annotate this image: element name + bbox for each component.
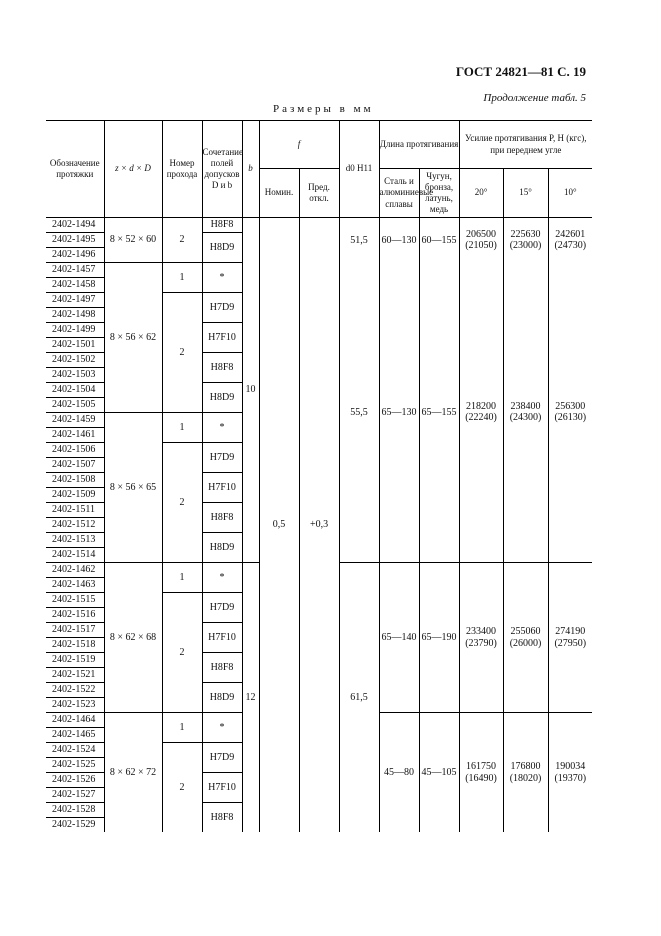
table-row-code: 2402-1514 bbox=[52, 549, 96, 561]
table-row-code: 2402-1519 bbox=[46, 653, 104, 668]
dimensions-caption: Размеры в мм bbox=[273, 103, 374, 115]
tolerance-cell: H8D9 bbox=[202, 383, 242, 413]
table-continuation-note: Продолжение табл. 5 bbox=[483, 92, 586, 104]
force-15-cell: 238400 (24300) bbox=[503, 263, 548, 563]
table-row-code: 2402-1465 bbox=[52, 729, 96, 741]
pass-cell: 1 bbox=[162, 413, 202, 443]
col-length: Длина протягивания bbox=[379, 121, 459, 169]
len-iron-cell: 60—155 bbox=[419, 218, 459, 263]
zdD-cell: 8 × 62 × 68 bbox=[104, 563, 162, 713]
table-row-code: 2402-1461 bbox=[52, 429, 96, 441]
table-row-code: 2402-1529 bbox=[52, 819, 96, 831]
table-row-code: 2402-1497 bbox=[46, 293, 104, 308]
table-row-code: 2402-1502 bbox=[46, 353, 104, 368]
tolerance-cell: * bbox=[202, 263, 242, 293]
table-row-code: 2402-1504 bbox=[46, 383, 104, 398]
len-iron-cell: 65—155 bbox=[419, 263, 459, 563]
table-row-code: 2402-1523 bbox=[52, 699, 96, 711]
table-row-code: 2402-1458 bbox=[52, 279, 96, 291]
table-row-code: 2402-1517 bbox=[46, 623, 104, 638]
table-row-code: 2402-1515 bbox=[46, 593, 104, 608]
table-row-code: 2402-1511 bbox=[46, 503, 104, 518]
pass-cell: 1 bbox=[162, 263, 202, 293]
col-angle-10: 10° bbox=[548, 169, 592, 218]
force-20-cell: 233400 (23790) bbox=[459, 563, 503, 713]
col-f-nom: Номин. bbox=[259, 169, 299, 218]
pass-cell: 1 bbox=[162, 713, 202, 743]
force-20-cell: 161750 (16490) bbox=[459, 713, 503, 833]
table-row-code: 2402-1501 bbox=[46, 338, 104, 353]
table-row-code: 2402-1528 bbox=[46, 803, 104, 818]
tolerance-cell: H7F10 bbox=[202, 323, 242, 353]
table-row-code: 2402-1463 bbox=[52, 579, 96, 591]
tolerance-cell: H8F8 bbox=[202, 218, 242, 233]
table-row-code: 2402-1462 bbox=[46, 563, 104, 578]
force-20-cell: 206500 (21050) bbox=[459, 218, 503, 263]
table-row-code: 2402-1499 bbox=[46, 323, 104, 338]
force-20-cell: 218200 (22240) bbox=[459, 263, 503, 563]
tolerance-cell: H7F10 bbox=[202, 773, 242, 803]
tolerance-cell: H8D9 bbox=[202, 683, 242, 713]
table-row-code: 2402-1524 bbox=[46, 743, 104, 758]
table-row-code: 2402-1507 bbox=[46, 458, 104, 473]
len-steel-cell: 60—130 bbox=[379, 218, 419, 263]
pass-cell: 2 bbox=[162, 218, 202, 263]
table-row-code: 2402-1516 bbox=[46, 608, 104, 623]
force-10-cell: 256300 (26130) bbox=[548, 263, 592, 563]
pass-cell: 2 bbox=[162, 293, 202, 413]
tolerance-cell: H8F8 bbox=[202, 803, 242, 833]
table-row-code: 2402-1513 bbox=[46, 533, 104, 548]
col-pass-no: Номер прохода bbox=[162, 121, 202, 218]
col-zdD: z × d × D bbox=[104, 121, 162, 218]
b-cell: 10 bbox=[242, 218, 259, 563]
tolerance-cell: * bbox=[202, 413, 242, 443]
pass-cell: 2 bbox=[162, 743, 202, 833]
broach-table bbox=[46, 120, 592, 832]
table-row-code: 2402-1522 bbox=[46, 683, 104, 698]
table-row-code: 2402-1512 bbox=[46, 518, 104, 533]
table-row-code: 2402-1518 bbox=[46, 638, 104, 653]
pass-cell: 2 bbox=[162, 593, 202, 713]
f-nom-cell: 0,5 bbox=[259, 218, 299, 833]
table-row-code: 2402-1495 bbox=[46, 233, 104, 248]
col-force: Усилие протягивания P, H (кгс), при переднем угле bbox=[459, 121, 592, 169]
table-row-code: 2402-1527 bbox=[46, 788, 104, 803]
tolerance-cell: H8F8 bbox=[202, 353, 242, 383]
col-b: b bbox=[242, 121, 259, 218]
force-10-cell: 274190 (27950) bbox=[548, 563, 592, 713]
pass-cell: 1 bbox=[162, 563, 202, 593]
zdD-cell: 8 × 56 × 65 bbox=[104, 413, 162, 563]
table-row-code: 2402-1505 bbox=[52, 399, 96, 411]
pass-cell: 2 bbox=[162, 443, 202, 563]
len-steel-cell: 65—140 bbox=[379, 563, 419, 713]
force-15-cell: 255060 (26000) bbox=[503, 563, 548, 713]
b-cell: 12 bbox=[242, 563, 259, 833]
table-row-code: 2402-1506 bbox=[46, 443, 104, 458]
tolerance-cell: H7D9 bbox=[202, 293, 242, 323]
force-15-cell: 225630 (23000) bbox=[503, 218, 548, 263]
tolerance-cell: H8D9 bbox=[202, 233, 242, 263]
page-header: ГОСТ 24821—81 С. 19 bbox=[455, 64, 586, 79]
col-f: f bbox=[259, 121, 339, 169]
table-row-code: 2402-1508 bbox=[46, 473, 104, 488]
len-steel-cell: 45—80 bbox=[379, 713, 419, 833]
table-row-code: 2402-1509 bbox=[46, 488, 104, 503]
len-iron-cell: 65—190 bbox=[419, 563, 459, 713]
tolerance-cell: H7D9 bbox=[202, 593, 242, 623]
col-f-dev: Пред. откл. bbox=[299, 169, 339, 218]
tolerance-cell: H8F8 bbox=[202, 503, 242, 533]
tolerance-cell: H8F8 bbox=[202, 653, 242, 683]
table-row-code: 2402-1457 bbox=[46, 263, 104, 278]
tolerance-cell: H8D9 bbox=[202, 533, 242, 563]
table-row-code: 2402-1459 bbox=[46, 413, 104, 428]
force-15-cell: 176800 (18020) bbox=[503, 713, 548, 833]
table-row-code: 2402-1526 bbox=[46, 773, 104, 788]
col-angle-20: 20° bbox=[459, 169, 503, 218]
col-d0: d0 H11 bbox=[339, 121, 379, 218]
tolerance-cell: H7D9 bbox=[202, 743, 242, 773]
d0-cell: 61,5 bbox=[339, 563, 379, 833]
table-row-code: 2402-1494 bbox=[46, 218, 104, 233]
zdD-cell: 8 × 62 × 72 bbox=[104, 713, 162, 833]
col-length-iron: Чугун, бронза, латунь, медь bbox=[419, 169, 459, 218]
tolerance-cell: H7F10 bbox=[202, 623, 242, 653]
tolerance-cell: H7D9 bbox=[202, 443, 242, 473]
table-row-code: 2402-1496 bbox=[52, 249, 96, 261]
col-angle-15: 15° bbox=[503, 169, 548, 218]
tolerance-cell: * bbox=[202, 563, 242, 593]
d0-cell: 55,5 bbox=[339, 263, 379, 563]
tolerance-cell: * bbox=[202, 713, 242, 743]
force-10-cell: 190034 (19370) bbox=[548, 713, 592, 833]
table-row-code: 2402-1525 bbox=[46, 758, 104, 773]
table-row-code: 2402-1521 bbox=[46, 668, 104, 683]
tolerance-cell: H7F10 bbox=[202, 473, 242, 503]
col-designation: Обозначение протяжки bbox=[46, 121, 104, 218]
d0-cell: 51,5 bbox=[339, 218, 379, 263]
table-row-code: 2402-1503 bbox=[46, 368, 104, 383]
table-row-code: 2402-1498 bbox=[46, 308, 104, 323]
force-10-cell: 242601 (24730) bbox=[548, 218, 592, 263]
zdD-cell: 8 × 56 × 62 bbox=[104, 263, 162, 413]
zdD-cell: 8 × 52 × 60 bbox=[104, 218, 162, 263]
len-iron-cell: 45—105 bbox=[419, 713, 459, 833]
len-steel-cell: 65—130 bbox=[379, 263, 419, 563]
col-length-steel: Сталь и алюминиевые сплавы bbox=[379, 169, 419, 218]
col-tolerance: Сочетание полей допусков D и b bbox=[202, 121, 242, 218]
f-dev-cell: +0,3 bbox=[299, 218, 339, 833]
table-row-code: 2402-1464 bbox=[46, 713, 104, 728]
